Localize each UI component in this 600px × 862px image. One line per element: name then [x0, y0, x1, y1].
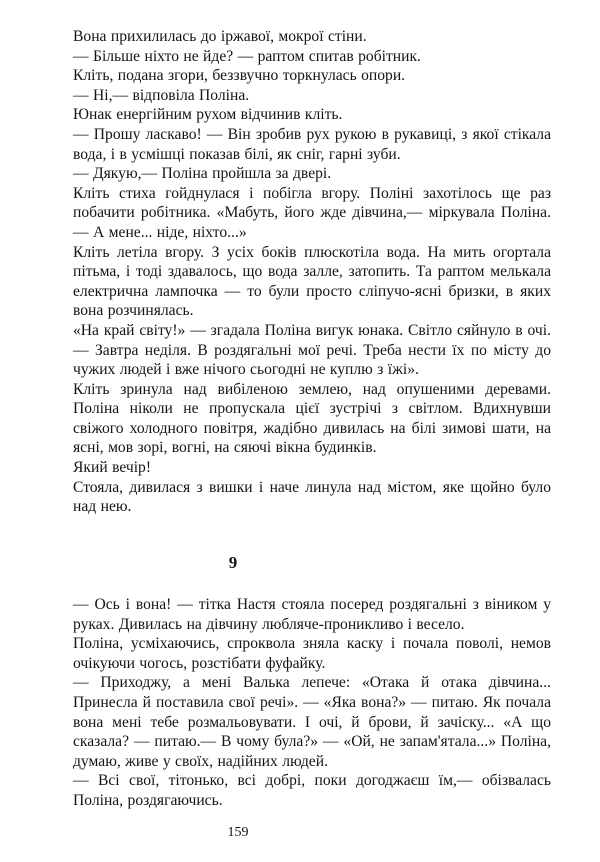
paragraph: Який вечір! [73, 459, 152, 477]
paragraph: Кліть летіла вгору. З усіх боків плюскотіла вода. На мить огортала пітьма, і тоді здавалось, що вода залле, затопить. Та раптом мелькала електрична лампочка — то були просто сліпучо-ясні бризки, в яких вона розчинялась. [73, 243, 551, 320]
paragraph: Поліна, усміхаючись, спроквола зняла каску і почала поволі, немов очікуючи чогось, розстібати фуфайку. [73, 635, 551, 672]
paragraph: — Прошу ласкаво! — Він зробив рух рукою в рукавиці, з якої стікала вода, і в усмішці показав білі, як сніг, гарні зуби. [73, 125, 551, 163]
paragraph: — Більше ніхто не йде? — раптом спитав робітник. [73, 47, 421, 65]
paragraph: Вона прихилилась до іржавої, мокрої стіни. [73, 28, 367, 45]
paragraph: — Приходжу, а мені Валька лепече: «Отака й отака дівчина... Принесла й поставила свої речі». — «Яка вона?» — питаю. Як почала вона мені тебе розмальовувати. І очі, й брови, й зачіску... «А що сказала? — питаю.— В чому була?» — «Ой, не запам'ятала...» Поліна, думаю, живе у своїх, надійних людей. [73, 674, 551, 770]
paragraph: Кліть зринула над вибіленою землею, над опушеними деревами. Поліна ніколи не пропускала цієї зустрічі з світлом. Вдихнувши свіжого холодного повітря, жадібно дивилась на білі зимові шати, на ясні, мов зорі, вогні, на сяючі вікна будинків. [73, 380, 551, 457]
paragraph: — Ні,— відповіла Поліна. [73, 86, 250, 104]
paragraph: — Всі свої, тітонько, всі добрі, поки догоджаєш їм,— обізвалась Поліна, роздягаючись. [73, 772, 551, 809]
chapter-number: 9 [228, 553, 238, 572]
paragraph: «На край світу!» — згадала Поліна вигук юнака. Світло сяйнуло в очі.— Завтра неділя. В роздягальні мої речі. Треба нести їх по місту до чужих людей і вже нічого сьогодні не куплю з їжі». [73, 321, 551, 379]
paragraph: Юнак енергійним рухом відчинив кліть. [73, 106, 343, 124]
page-number: 159 [227, 825, 249, 840]
paragraph: — Ось і вона! — тітка Настя стояла посеред роздягальні з віником у руках. Дивилась на дівчину любляче-проникливо і весело. [73, 596, 551, 633]
section-2 [73, 595, 551, 811]
paragraph: Кліть стиха гойднулася і побігла вгору. Поліні захотілось ще раз побачити робітника. «Мабуть, його жде дівчина,— міркувала Поліна.— А мене... ніде, ніхто...» [73, 184, 551, 241]
paragraph: — Дякую,— Поліна пройшла за двері. [73, 165, 332, 183]
paragraph: Стояла, дивилася з вишки і наче линула над містом, яке щойно було над нею. [73, 478, 551, 516]
section-1 [73, 27, 551, 517]
paragraph: Кліть, подана згори, беззвучно торкнулась опори. [73, 67, 406, 85]
book-page [73, 27, 551, 840]
